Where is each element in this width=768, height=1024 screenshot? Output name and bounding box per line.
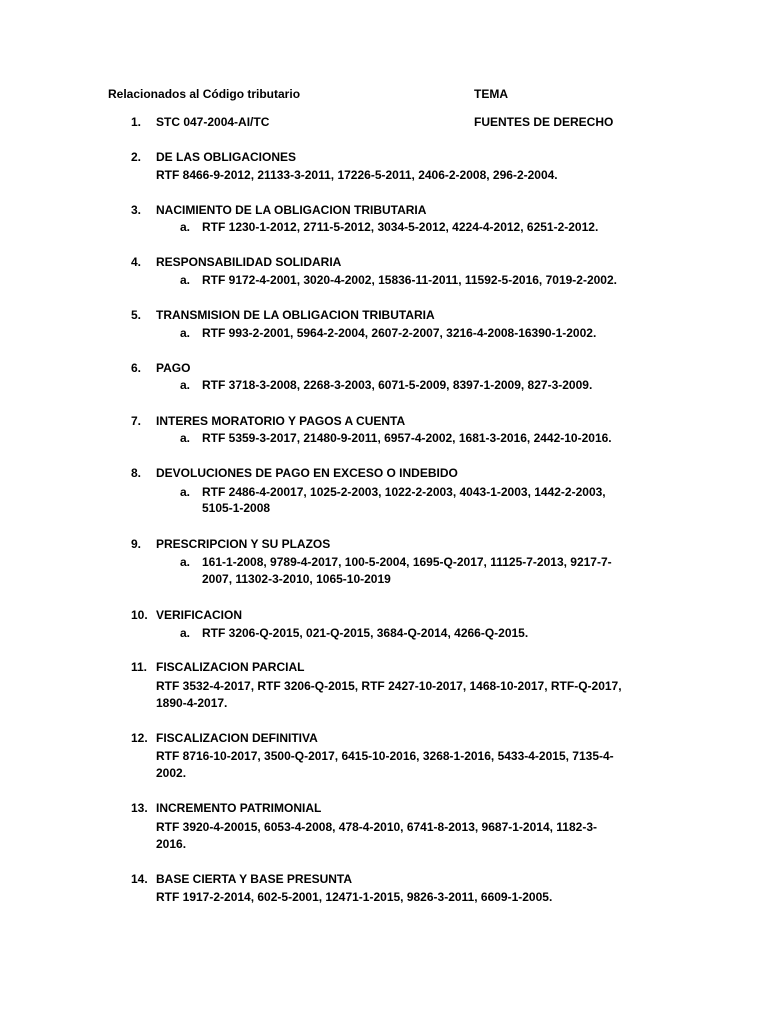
- header-title: Relacionados al Código tributario: [108, 87, 301, 101]
- item-number: 10.: [131, 608, 148, 622]
- item-title: BASE CIERTA Y BASE PRESUNTA: [156, 872, 353, 886]
- sub-marker: a.: [180, 626, 191, 640]
- item-title: RESPONSABILIDAD SOLIDARIA: [156, 255, 342, 269]
- item-number: 9.: [131, 537, 142, 551]
- item-title: FISCALIZACION DEFINITIVA: [156, 731, 318, 745]
- item-line: RTF 9172-4-2001, 3020-4-2002, 15836-11-2011, 11592-5-2016, 7019-2-2002.: [202, 273, 617, 287]
- sub-marker: a.: [180, 273, 191, 287]
- item-number: 2.: [131, 150, 142, 164]
- item-line: 2016.: [156, 837, 187, 851]
- item-title: PAGO: [156, 361, 191, 375]
- item-title: DEVOLUCIONES DE PAGO EN EXCESO O INDEBIDO: [156, 466, 458, 480]
- sub-marker: a.: [180, 326, 191, 340]
- item-title: FISCALIZACION PARCIAL: [156, 660, 305, 674]
- item-title: VERIFICACION: [156, 608, 243, 622]
- sub-marker: a.: [180, 220, 191, 234]
- item-title: INCREMENTO PATRIMONIAL: [156, 801, 322, 815]
- item-title: INTERES MORATORIO Y PAGOS A CUENTA: [156, 414, 406, 428]
- item-line: RTF 8466-9-2012, 21133-3-2011, 17226-5-2011, 2406-2-2008, 296-2-2004.: [156, 168, 558, 182]
- item-title: TRANSMISION DE LA OBLIGACION TRIBUTARIA: [156, 308, 435, 322]
- item-line: RTF 1230-1-2012, 2711-5-2012, 3034-5-2012, 4224-4-2012, 6251-2-2012.: [202, 220, 599, 234]
- item-number: 7.: [131, 414, 142, 428]
- item-line: RTF 3206-Q-2015, 021-Q-2015, 3684-Q-2014, 4266-Q-2015.: [202, 626, 529, 640]
- item-number: 6.: [131, 361, 142, 375]
- item-number: 1.: [131, 115, 142, 129]
- sub-marker: a.: [180, 431, 191, 445]
- sub-marker: a.: [180, 485, 191, 499]
- item-line: 161-1-2008, 9789-4-2017, 100-5-2004, 1695-Q-2017, 11125-7-2013, 9217-7-: [202, 555, 612, 569]
- item-number: 4.: [131, 255, 142, 269]
- item-number: 12.: [131, 731, 148, 745]
- item-line: 2002.: [156, 766, 187, 780]
- item-line: RTF 8716-10-2017, 3500-Q-2017, 6415-10-2016, 3268-1-2016, 5433-4-2015, 7135-4-: [156, 749, 614, 763]
- item-line: RTF 3718-3-2008, 2268-3-2003, 6071-5-2009, 8397-1-2009, 827-3-2009.: [202, 378, 593, 392]
- item-line: 2007, 11302-3-2010, 1065-10-2019: [202, 572, 391, 586]
- item-number: 11.: [131, 660, 148, 674]
- item-number: 3.: [131, 203, 142, 217]
- item-title: PRESCRIPCION Y SU PLAZOS: [156, 537, 331, 551]
- item-line: RTF 3532-4-2017, RTF 3206-Q-2015, RTF 2427-10-2017, 1468-10-2017, RTF-Q-2017,: [156, 679, 622, 693]
- item-line: RTF 3920-4-20015, 6053-4-2008, 478-4-2010, 6741-8-2013, 9687-1-2014, 1182-3-: [156, 820, 597, 834]
- item-number: 14.: [131, 872, 148, 886]
- item-line: RTF 2486-4-20017, 1025-2-2003, 1022-2-2003, 4043-1-2003, 1442-2-2003,: [202, 485, 606, 499]
- item-line: 5105-1-2008: [202, 501, 271, 515]
- item-number: 13.: [131, 801, 148, 815]
- header-tema: TEMA: [474, 87, 508, 101]
- item-number: 8.: [131, 466, 142, 480]
- item-line: RTF 1917-2-2014, 602-5-2001, 12471-1-2015, 9826-3-2011, 6609-1-2005.: [156, 890, 553, 904]
- item-title: DE LAS OBLIGACIONES: [156, 150, 297, 164]
- sub-marker: a.: [180, 555, 191, 569]
- item-line: 1890-4-2017.: [156, 696, 228, 710]
- sub-marker: a.: [180, 378, 191, 392]
- item-title: NACIMIENTO DE LA OBLIGACION TRIBUTARIA: [156, 203, 427, 217]
- item-line: RTF 993-2-2001, 5964-2-2004, 2607-2-2007, 3216-4-2008-16390-1-2002.: [202, 326, 597, 340]
- item-number: 5.: [131, 308, 142, 322]
- item-line: RTF 5359-3-2017, 21480-9-2011, 6957-4-2002, 1681-3-2016, 2442-10-2016.: [202, 431, 612, 445]
- item-title: STC 047-2004-AI/TC: [156, 115, 270, 129]
- item-tema: FUENTES DE DERECHO: [474, 115, 614, 129]
